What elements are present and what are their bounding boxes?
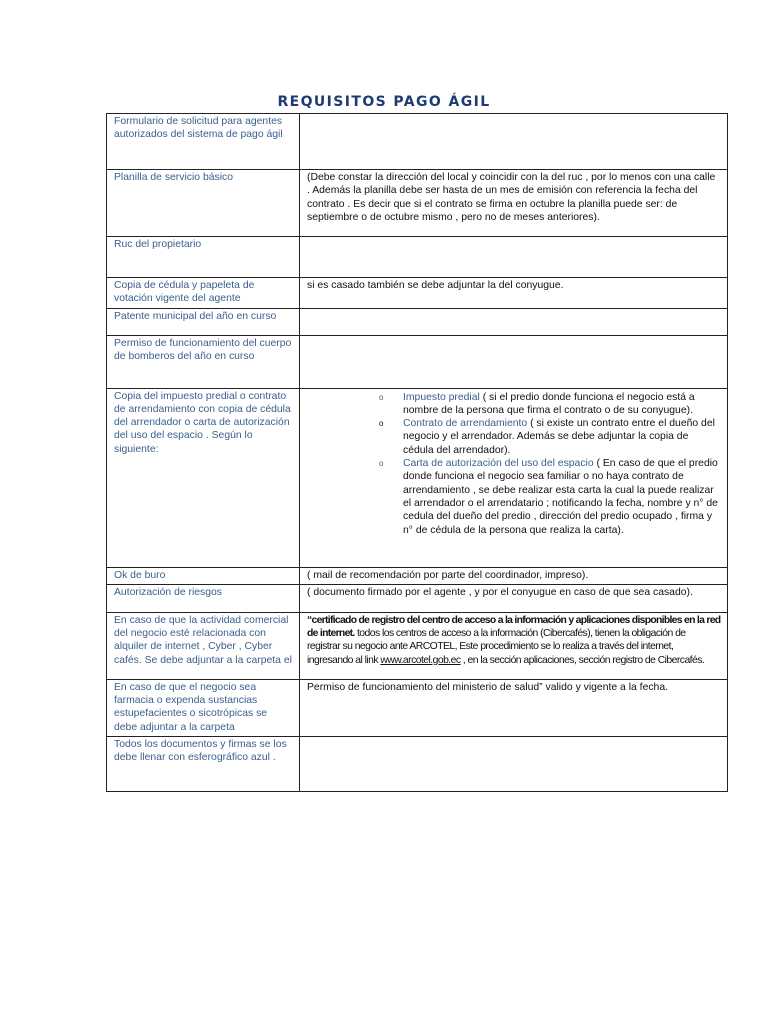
circle-bullet-icon: o [379,459,384,469]
row-value: Permiso de funcionamiento del ministerio de salud” valido y vigente a la fecha. [300,679,728,736]
page-title: REQUISITOS PAGO ÁGIL [277,94,491,110]
row-value [300,737,728,792]
option-text: ( si existe un contrato entre el dueño del negocio y el arrendador. Además se debe adjuntar la copia de cédula del arrendador). [403,418,715,456]
option-text: ( En caso de que el predio donde funciona el negocio sea familiar o no haya contrato de arrendamiento , se debe realizar esta carta la cual la puede realizar el arrendador o el arrendatario ; notificando la fecha, nombre y n° de cedula del dueño del predio , dirección del predio ocupado , firma y n° de cédula de la persona que realiza la carta). [403,458,718,536]
row-label: Copia del impuesto predial o contrato de arrendamiento con copia de cédula del arrendador o carta de autorización del uso del espacio . Según lo siguiente: [107,388,300,567]
table-row [107,335,728,388]
table-row [107,170,728,237]
row-value: ( mail de recomendación por parte del coordinador, impreso). [300,567,728,584]
arcotel-link[interactable]: www.arcotel.gob.ec [380,654,461,666]
table-row [107,612,728,679]
requirements-table [106,113,728,792]
row-value [300,237,728,278]
table-row [107,584,728,612]
row-label: Todos los documentos y firmas se los debe llenar con esferográfico azul . [107,737,300,792]
row-label: Ruc del propietario [107,237,300,278]
option-list [307,391,721,537]
row-label: Formulario de solicitud para agentes autorizados del sistema de pago ágil [107,114,300,170]
table-row [107,737,728,792]
table-row [107,567,728,584]
option-name: Impuesto predial [403,391,480,403]
circle-bullet-icon: o [379,392,384,402]
row-label: Autorización de riesgos [107,584,300,612]
option-name: Contrato de arrendamiento [403,418,528,430]
row-value: si es casado también se debe adjuntar la del conyugue. [300,278,728,309]
option-name: Carta de autorización del uso del espacio [403,458,594,470]
row-label: En caso de que el negocio sea farmacia o expenda sustancias estupefacientes o sicotrópicas se debe adjuntar a la carpeta [107,679,300,736]
option-text: ( si el predio donde funciona el negocio está a nombre de la persona que firma el contrato o de su conyugue). [403,391,695,416]
list-item [379,417,721,457]
table-row [107,278,728,309]
certificate-text-end: , en la sección aplicaciones, sección registro de Cibercafés. [460,654,705,666]
row-value [300,388,728,567]
row-label: Planilla de servicio básico [107,170,300,237]
row-value [300,308,728,335]
row-value [300,114,728,170]
row-label: Permiso de funcionamiento del cuerpo de bomberos del año en curso [107,335,300,388]
table-row [107,237,728,278]
circle-bullet-icon: o [379,419,384,429]
table-row [107,679,728,736]
table-row [107,388,728,567]
list-item [379,457,721,537]
row-label: En caso de que la actividad comercial del negocio esté relacionada con alquiler de internet , Cyber , Cyber cafés. Se debe adjuntar a la carpeta el [107,612,300,679]
table-row [107,114,728,170]
row-label: Ok de buro [107,567,300,584]
row-label: Copia de cédula y papeleta de votación vigente del agente [107,278,300,309]
table-row [107,308,728,335]
certificate-title: “certificado de registro del centro de acceso a la información y aplicaciones disponibles en la red de internet. [307,614,721,640]
row-value: (Debe constar la dirección del local y coincidir con la del ruc , por lo menos con una calle . Además la planilla debe ser hasta de un mes de emisión con referencia la fecha del contrato . Es decir que si el contrato se firma en octubre la planilla puede ser: de septiembre o de octubre mismo , pero no de meses anteriores). [300,170,728,237]
list-item [379,391,721,418]
row-value [300,335,728,388]
row-value [300,612,728,679]
row-value: ( documento firmado por el agente , y por el conyugue en caso de que sea casado). [300,584,728,612]
certificate-text: todos los centros de acceso a la información (Cibercafés), tienen la obligación de registrar su negocio ante ARCOTEL, Este procedimiento se lo realiza a través del internet, ingresando al link [307,628,686,666]
row-label: Patente municipal del año en curso [107,308,300,335]
